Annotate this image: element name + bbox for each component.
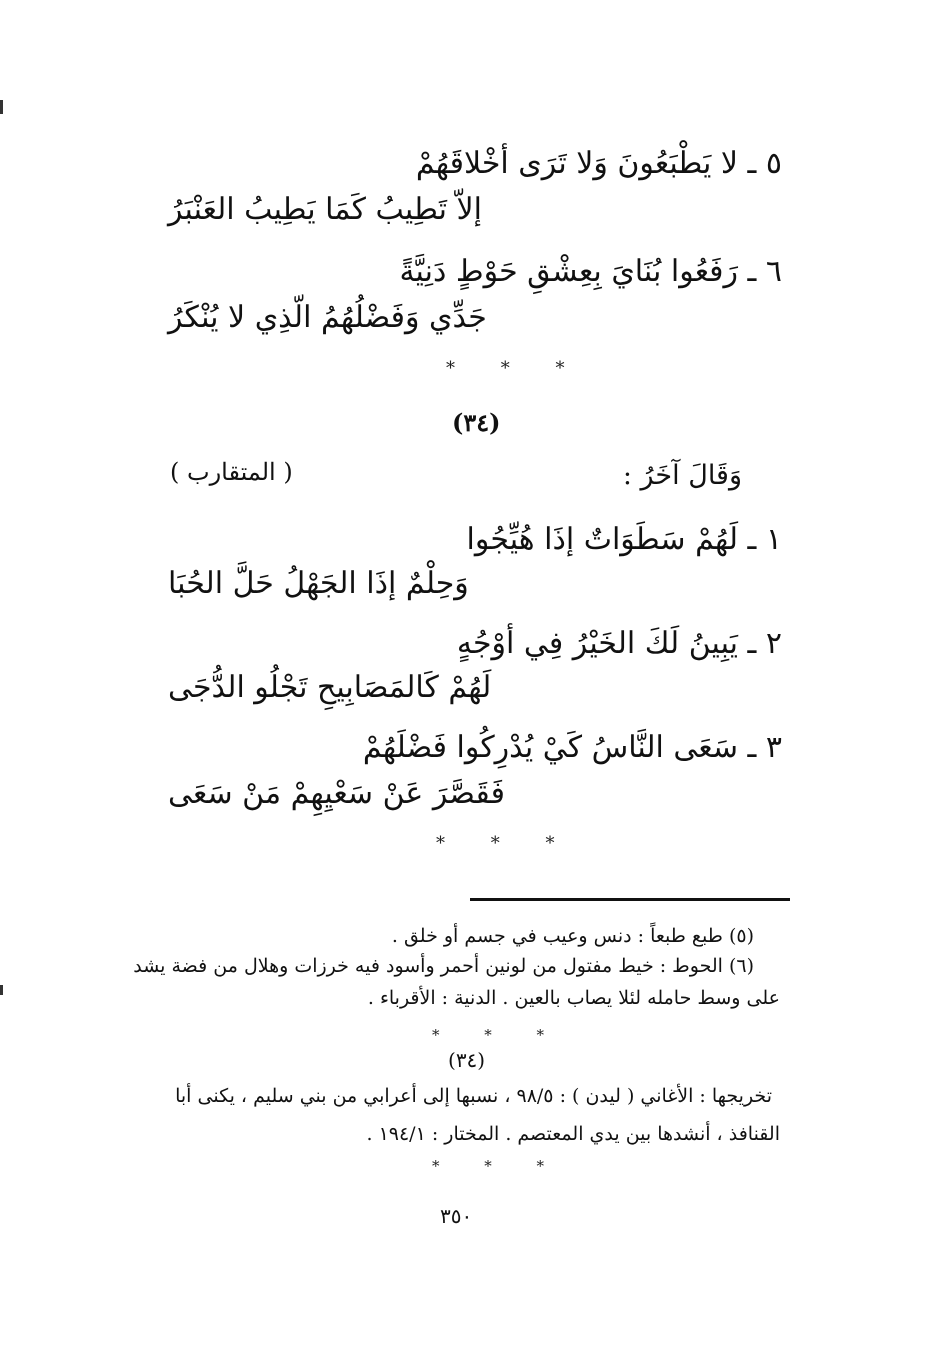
verse-6-second-hemistich: جَدِّي وَفَضْلُهُمُ الّذِي لا يُنْكَرُ [168, 300, 487, 335]
poem-number-heading: (٣٤) [452, 408, 501, 437]
verse-6-first-hemistich: ٦ ـ رَفَعُوا بُنَايَ بِعِشْقِ حَوْطٍ دَنِيَّةً [399, 254, 782, 289]
page-number: ٣٥٠ [440, 1204, 473, 1228]
poem-introduction: وَقَالَ آخَرُ : [622, 460, 742, 491]
takhrij-line-1: تخريجها : الأغاني ( ليدن ) : ٩٨/٥ ، نسبها إلى أعرابي من بني سليم ، يكنى أبا [175, 1085, 772, 1107]
verse-5-first-hemistich: ٥ ـ لا يَطْبَعُونَ وَلا تَرَى أخْلاقَهُمْ [415, 146, 782, 181]
poem-end-separator-stars: * * * [436, 833, 575, 854]
footnote-poem-number: (٣٤) [448, 1048, 486, 1072]
verse-3-first-hemistich: ٣ ـ سَعَى النَّاسُ كَيْ يُدْرِكُوا فَضْلَهُمْ [362, 730, 782, 765]
footnote-6-line-2: على وسط حامله لئلا يصاب بالعين . الدنية : الأقرباء . [367, 987, 780, 1009]
verse-2-first-hemistich: ٢ ـ يَبِينُ لَكَ الخَيْرُ فِي أوْجُهٍ [456, 626, 782, 661]
footnote-5: (٥) طبع طبعاً : دنس وعيب في جسم أو خلق . [391, 925, 754, 947]
left-edge-mark-bottom [0, 985, 3, 995]
takhrij-line-2: القنافذ ، أنشدها بين يدي المعتصم . المختار : ١٩٤/١ . [366, 1123, 780, 1145]
verse-1-first-hemistich: ١ ـ لَهُمْ سَطَوَاتٌ إذَا هُيِّجُوا [466, 522, 782, 557]
footnote-6-line-1: (٦) الحوط : خيط مفتول من لونين أحمر وأسود فيه خرزات وهلال من فضة يشد [133, 955, 754, 977]
poem-meter-label: ( المتقارب ) [170, 458, 293, 486]
verse-2-second-hemistich: لَهُمْ كَالمَصَابِيحِ تَجْلُو الدُّجَى [168, 670, 492, 705]
verse-1-second-hemistich: وَحِلْمٌ إذَا الجَهْلُ حَلَّ الحُبَا [168, 566, 469, 601]
footnote-separator-stars-2: * * * [432, 1157, 565, 1175]
footnote-divider-rule [470, 898, 790, 901]
section-separator-stars: * * * [446, 358, 585, 379]
verse-3-second-hemistich: فَقَصَّرَ عَنْ سَعْيِهِمْ مَنْ سَعَى [168, 776, 505, 811]
verse-5-second-hemistich: إلاّ تَطِيبُ كَمَا يَطِيبُ العَنْبَرُ [168, 192, 482, 227]
footnote-separator-stars-1: * * * [432, 1026, 565, 1044]
left-edge-mark-top [0, 100, 3, 114]
